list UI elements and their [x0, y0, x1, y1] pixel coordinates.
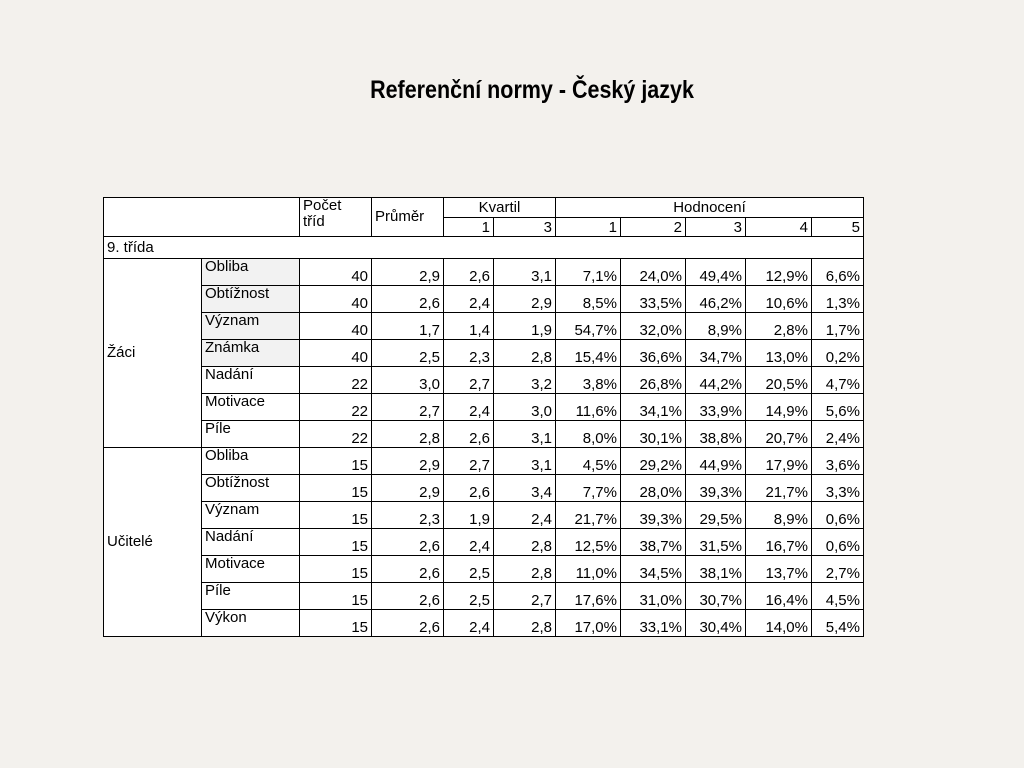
table-cell: 49,4%: [686, 259, 746, 286]
table-cell: 39,3%: [686, 475, 746, 502]
header-kvartil: Kvartil: [444, 198, 556, 218]
header-kvartil-1: 1: [444, 218, 494, 237]
row-label: Význam: [202, 502, 300, 529]
table-row: [104, 448, 864, 475]
table-cell: 36,6%: [621, 340, 686, 367]
table-cell: 6,6%: [812, 259, 864, 286]
table-cell: 15,4%: [556, 340, 621, 367]
table-cell: 20,7%: [746, 421, 812, 448]
group-label: Žáci: [104, 259, 202, 448]
table-cell: 1,4: [444, 313, 494, 340]
table-row: [104, 475, 864, 502]
table-cell: 15: [300, 556, 372, 583]
table-cell: 2,8%: [746, 313, 812, 340]
table-cell: 2,6: [372, 556, 444, 583]
table-cell: 3,2: [494, 367, 556, 394]
table-cell: 3,1: [494, 259, 556, 286]
table-row: [104, 610, 864, 637]
table-cell: 38,8%: [686, 421, 746, 448]
table-row: [104, 556, 864, 583]
table-cell: 24,0%: [621, 259, 686, 286]
table-cell: 7,7%: [556, 475, 621, 502]
table-cell: 32,0%: [621, 313, 686, 340]
table-cell: 3,1: [494, 421, 556, 448]
table-cell: 8,0%: [556, 421, 621, 448]
table-cell: 3,6%: [812, 448, 864, 475]
header-kvartil-3: 3: [494, 218, 556, 237]
header-prumer: Průměr: [372, 198, 444, 237]
table-row: [104, 367, 864, 394]
table-cell: 13,0%: [746, 340, 812, 367]
row-label: Obtížnost: [202, 475, 300, 502]
table-row: [104, 583, 864, 610]
table-cell: 22: [300, 367, 372, 394]
table-cell: 3,4: [494, 475, 556, 502]
table-cell: 44,9%: [686, 448, 746, 475]
table-cell: 2,3: [372, 502, 444, 529]
table-cell: 39,3%: [621, 502, 686, 529]
row-label: Nadání: [202, 529, 300, 556]
section-label: 9. třída: [104, 237, 864, 259]
table-cell: 2,4: [444, 529, 494, 556]
row-label: Obliba: [202, 259, 300, 286]
table-cell: 40: [300, 286, 372, 313]
table-cell: 34,5%: [621, 556, 686, 583]
page-title: Referenční normy - Český jazyk: [370, 76, 694, 104]
table-cell: 2,4: [494, 502, 556, 529]
table-cell: 2,8: [494, 529, 556, 556]
header-pocet-line2: tříd: [303, 213, 325, 230]
table-cell: 28,0%: [621, 475, 686, 502]
table-cell: 1,7%: [812, 313, 864, 340]
row-label: Obtížnost: [202, 286, 300, 313]
header-hodnoceni-3: 3: [686, 218, 746, 237]
table-cell: 2,6: [372, 610, 444, 637]
table-cell: 11,0%: [556, 556, 621, 583]
table-cell: 31,5%: [686, 529, 746, 556]
table-cell: 21,7%: [556, 502, 621, 529]
table-cell: 46,2%: [686, 286, 746, 313]
table-cell: 1,7: [372, 313, 444, 340]
table-cell: 2,6: [372, 583, 444, 610]
table-cell: 2,8: [494, 340, 556, 367]
table-cell: 3,0: [372, 367, 444, 394]
table-cell: 2,3: [444, 340, 494, 367]
table-row: [104, 286, 864, 313]
table-cell: 2,4: [444, 286, 494, 313]
table-cell: 2,9: [372, 448, 444, 475]
table-cell: 10,6%: [746, 286, 812, 313]
row-label: Význam: [202, 313, 300, 340]
table-row: [104, 529, 864, 556]
table-cell: 2,9: [372, 259, 444, 286]
table-cell: 22: [300, 394, 372, 421]
table-cell: 14,0%: [746, 610, 812, 637]
header-empty-cell: [104, 198, 300, 237]
table-cell: 44,2%: [686, 367, 746, 394]
table-cell: 15: [300, 475, 372, 502]
table-cell: 2,7%: [812, 556, 864, 583]
table-row: [104, 394, 864, 421]
table-cell: 4,7%: [812, 367, 864, 394]
table-cell: 2,6: [372, 286, 444, 313]
header-hodnoceni-5: 5: [812, 218, 864, 237]
table-cell: 40: [300, 340, 372, 367]
table-cell: 33,1%: [621, 610, 686, 637]
table-cell: 2,6: [444, 475, 494, 502]
table-cell: 2,7: [372, 394, 444, 421]
table-cell: 1,9: [444, 502, 494, 529]
table-cell: 2,4%: [812, 421, 864, 448]
table-cell: 8,9%: [746, 502, 812, 529]
row-label: Motivace: [202, 556, 300, 583]
row-label: Píle: [202, 421, 300, 448]
table-cell: 15: [300, 583, 372, 610]
table-cell: 3,8%: [556, 367, 621, 394]
table-cell: 11,6%: [556, 394, 621, 421]
table-cell: 30,7%: [686, 583, 746, 610]
table-cell: 0,6%: [812, 529, 864, 556]
table-cell: 2,6: [444, 421, 494, 448]
table-cell: 2,7: [444, 448, 494, 475]
header-hodnoceni-1: 1: [556, 218, 621, 237]
table-cell: 3,1: [494, 448, 556, 475]
table-cell: 17,0%: [556, 610, 621, 637]
table-cell: 2,8: [372, 421, 444, 448]
table-cell: 8,5%: [556, 286, 621, 313]
row-label: Píle: [202, 583, 300, 610]
table-row: [104, 259, 864, 286]
table-cell: 31,0%: [621, 583, 686, 610]
table-cell: 38,1%: [686, 556, 746, 583]
table-cell: 2,6: [444, 259, 494, 286]
row-label: Nadání: [202, 367, 300, 394]
table-cell: 2,5: [372, 340, 444, 367]
table-cell: 17,9%: [746, 448, 812, 475]
table-cell: 34,1%: [621, 394, 686, 421]
row-label: Motivace: [202, 394, 300, 421]
table-cell: 13,7%: [746, 556, 812, 583]
table-cell: 30,1%: [621, 421, 686, 448]
row-label: Známka: [202, 340, 300, 367]
table-cell: 2,5: [444, 556, 494, 583]
table-cell: 15: [300, 448, 372, 475]
header-hodnoceni: Hodnocení: [556, 198, 864, 218]
table-cell: 5,6%: [812, 394, 864, 421]
table-cell: 7,1%: [556, 259, 621, 286]
table-cell: 40: [300, 259, 372, 286]
table-cell: 2,8: [494, 610, 556, 637]
table-row: [104, 502, 864, 529]
header-pocet-line1: Počet: [303, 197, 342, 214]
table-cell: 29,2%: [621, 448, 686, 475]
table-cell: 4,5%: [556, 448, 621, 475]
table-cell: 0,2%: [812, 340, 864, 367]
table-cell: 20,5%: [746, 367, 812, 394]
table-cell: 2,9: [494, 286, 556, 313]
table-cell: 26,8%: [621, 367, 686, 394]
table-cell: 0,6%: [812, 502, 864, 529]
table-cell: 40: [300, 313, 372, 340]
table-cell: 2,6: [372, 529, 444, 556]
table-cell: 14,9%: [746, 394, 812, 421]
header-hodnoceni-4: 4: [746, 218, 812, 237]
table-cell: 15: [300, 610, 372, 637]
row-label: Výkon: [202, 610, 300, 637]
table-cell: 3,0: [494, 394, 556, 421]
table-cell: 5,4%: [812, 610, 864, 637]
table-cell: 30,4%: [686, 610, 746, 637]
table-cell: 16,7%: [746, 529, 812, 556]
table-cell: 1,9: [494, 313, 556, 340]
table-cell: 34,7%: [686, 340, 746, 367]
table-cell: 33,9%: [686, 394, 746, 421]
header-hodnoceni-2: 2: [621, 218, 686, 237]
table-cell: 4,5%: [812, 583, 864, 610]
header-pocet-trid: [300, 198, 372, 237]
table-cell: 2,7: [444, 367, 494, 394]
table-row: [104, 421, 864, 448]
table-row: [104, 340, 864, 367]
table-cell: 1,3%: [812, 286, 864, 313]
table-cell: 2,9: [372, 475, 444, 502]
table-cell: 15: [300, 529, 372, 556]
table-cell: 12,9%: [746, 259, 812, 286]
table-cell: 2,4: [444, 610, 494, 637]
table-cell: 3,3%: [812, 475, 864, 502]
table-cell: 54,7%: [556, 313, 621, 340]
table-cell: 2,4: [444, 394, 494, 421]
table-cell: 12,5%: [556, 529, 621, 556]
table-cell: 2,7: [494, 583, 556, 610]
table-cell: 33,5%: [621, 286, 686, 313]
table-row: [104, 313, 864, 340]
table-cell: 17,6%: [556, 583, 621, 610]
reference-norms-table: [103, 197, 864, 637]
table-cell: 21,7%: [746, 475, 812, 502]
table-cell: 16,4%: [746, 583, 812, 610]
table-cell: 22: [300, 421, 372, 448]
table-cell: 2,8: [494, 556, 556, 583]
table-cell: 38,7%: [621, 529, 686, 556]
table-cell: 2,5: [444, 583, 494, 610]
group-label: Učitelé: [104, 448, 202, 637]
row-label: Obliba: [202, 448, 300, 475]
table-cell: 8,9%: [686, 313, 746, 340]
table-cell: 15: [300, 502, 372, 529]
table-cell: 29,5%: [686, 502, 746, 529]
